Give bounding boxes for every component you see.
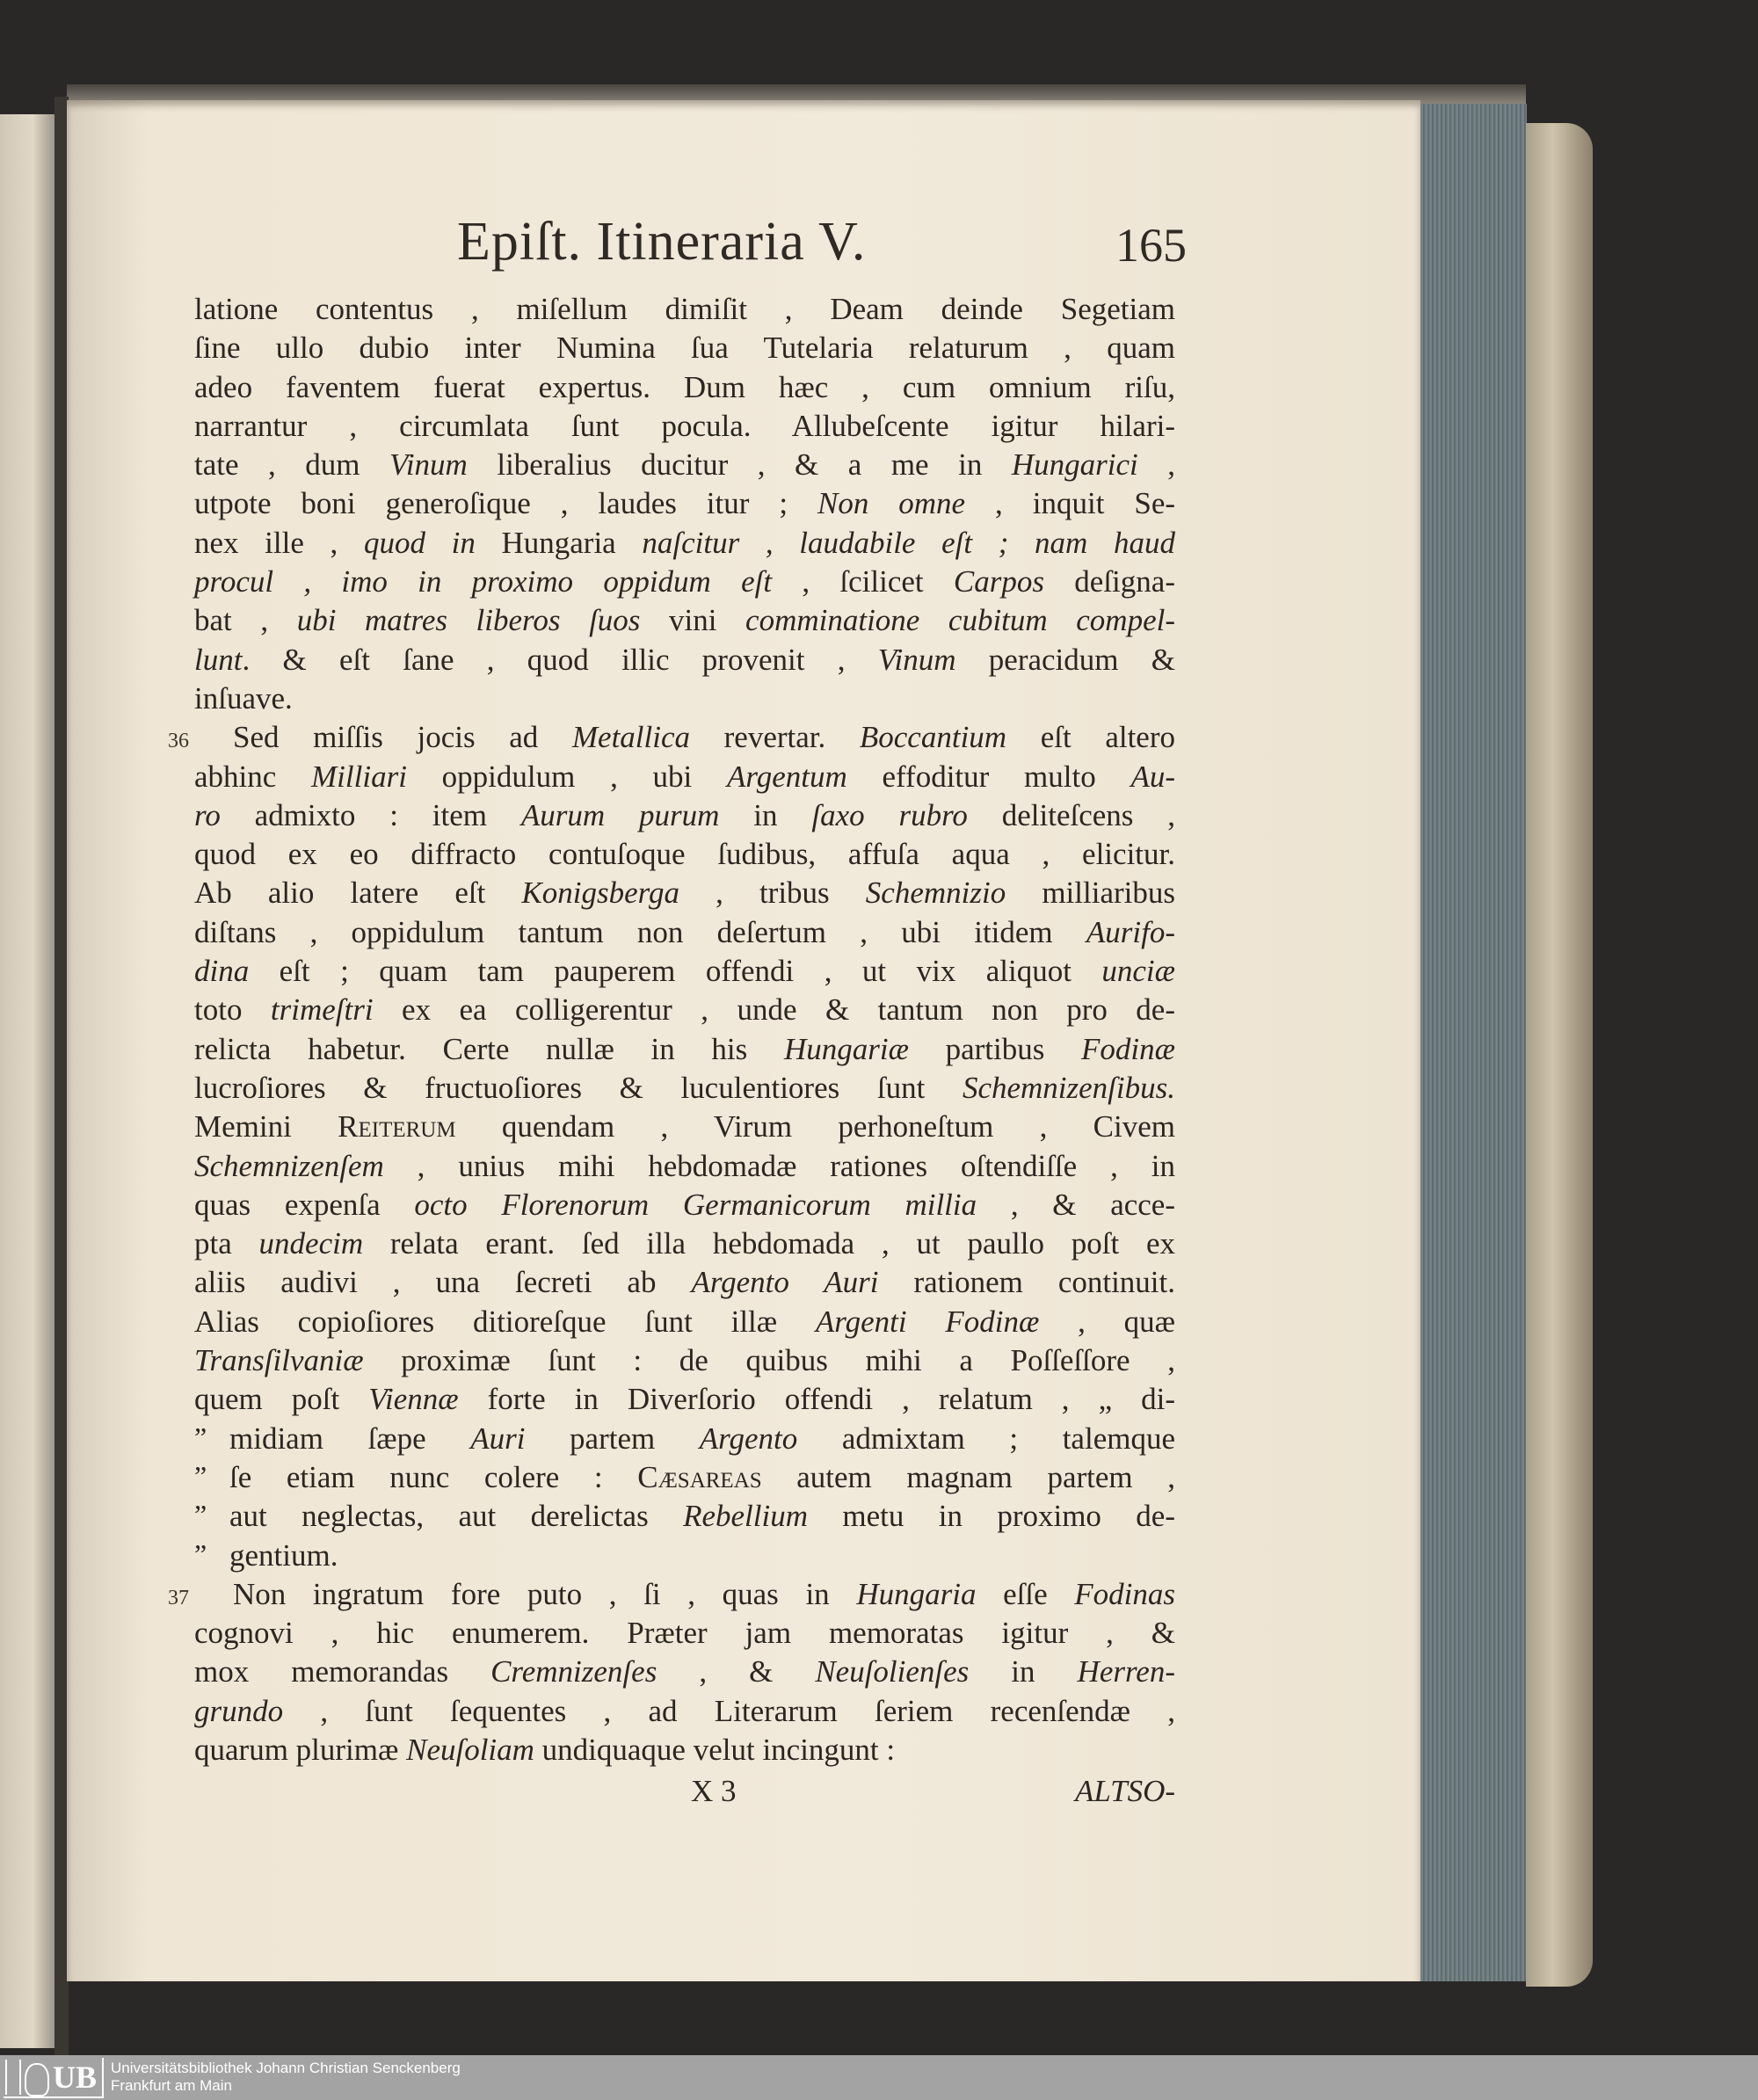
italic-text: Au- [1130,759,1175,794]
text-line [194,1186,1175,1224]
italic-text: Aurum purum [520,797,720,832]
roman-text: toto [194,992,271,1028]
roman-text: quendam , Virum perhoneſtum , Civem [455,1109,1175,1144]
roman-text: adeo faventem fuerat expertus. Dum hæc , cum omnium riſu, [194,369,1175,404]
roman-text: , & [657,1654,816,1689]
quotation-mark: ” [194,1537,207,1570]
italic-text: lunt [194,642,243,677]
roman-text: ſe etiam nunc colere : [229,1459,638,1494]
roman-text: , quæ [1039,1304,1175,1339]
roman-text: eſt altero [1006,720,1175,755]
line-text [194,991,1175,1029]
roman-text: admixtam ; talemque [797,1421,1175,1456]
text-line [194,368,1175,407]
italic-text: Rebellium [683,1499,808,1534]
italic-text: Viennæ [368,1382,459,1417]
text-line [194,601,1175,640]
roman-text: midiam ſæpe [229,1421,471,1456]
line-text [194,1341,1175,1380]
text-line [194,484,1175,523]
text-line [194,1224,1175,1263]
quotation-mark: ” [194,1499,207,1531]
text-line [194,1380,1175,1419]
text-line [194,1731,1175,1769]
roman-text: Hungaria [475,525,643,560]
line-text [194,641,1175,679]
roman-text: quarum plurimæ [194,1732,407,1767]
signature-mark: X 3 [691,1774,737,1808]
roman-text: milliaribus [1006,876,1175,911]
text-line [194,758,1175,796]
roman-text: Ab alio latere eſt [194,876,522,911]
italic-text: ubi matres liberos ſuos [296,603,641,638]
roman-text: rationem continuit. [878,1265,1176,1300]
small-caps-text: Cæſareas [637,1459,762,1494]
roman-text: metu in proximo de- [807,1499,1175,1534]
roman-text: narrantur , circumlata ſunt pocula. Allubeſcente igitur hilari- [194,408,1175,443]
italic-text: Non omne [817,486,966,521]
text-line [194,835,1175,874]
text-line [194,563,1175,601]
text-line [194,1303,1175,1341]
line-text [194,1575,1175,1614]
small-caps-text: Reiterum [338,1109,456,1144]
italic-text: quod in [363,525,476,560]
running-title: Epiſt. Itineraria V. [457,212,867,272]
line-text [194,1147,1175,1186]
text-line [194,524,1175,563]
italic-text: Milliari [311,759,407,794]
roman-text: tate , dum [194,447,390,483]
italic-text: ſaxo rubro [811,797,968,832]
roman-text: proximæ ſunt : de quibus mihi a Poſſeſſore , [363,1343,1175,1378]
line-text [194,601,1175,640]
line-text [194,1069,1175,1108]
line-text [194,1731,1175,1769]
text-line [194,290,1175,329]
line-text [194,679,1175,718]
line-text [194,1263,1175,1302]
roman-text: vini [640,603,746,638]
text-line [194,1341,1175,1380]
roman-text: , inquit Se- [965,486,1176,521]
italic-text: Auri [470,1421,526,1456]
line-text [194,1303,1175,1341]
library-logo [4,2058,104,2098]
line-text [194,1186,1175,1224]
line-text [194,796,1175,835]
book-cover-edge [1526,123,1593,1987]
italic-text: Vinum [389,447,468,483]
roman-text: inſuave. [194,680,293,716]
roman-text: eſſe [976,1576,1075,1611]
line-text [194,329,1175,367]
italic-text: Konigsberga [521,876,679,911]
line-text [194,1653,1175,1691]
italic-text: Hungarici [1011,447,1138,483]
text-line [168,1575,1175,1614]
roman-text: Non ingratum fore puto , ſi , quas in [233,1576,857,1611]
line-text [194,1224,1175,1263]
text-line [194,1108,1175,1146]
text-line [194,796,1175,835]
facing-page-edge [0,114,54,2048]
roman-text: . & eſt ſane , quod illic provenit , [242,642,878,677]
roman-text: partem [525,1421,700,1456]
roman-text: quod ex eo diffracto contuſoque ſudibus, affuſa aqua , elicitur. [194,837,1175,872]
roman-text: undiquaque velut incingunt : [534,1732,896,1767]
line-text [194,407,1175,446]
roman-text: revertar. [690,720,860,755]
text-line [194,329,1175,367]
line-text [194,563,1175,601]
roman-text: , & acce- [977,1187,1176,1222]
italic-text: octo Florenorum Germanicorum millia [414,1187,977,1222]
line-text [194,524,1175,563]
text-line [194,1420,1175,1458]
italic-text: Aurifo- [1086,914,1175,949]
library-name-line1: Universitätsbibliothek Johann Christian Senckenberg [111,2060,461,2076]
line-text [194,484,1175,523]
italic-text: Carpos [953,564,1045,599]
line-text [194,952,1175,991]
roman-text: relata erant. ſed illa hebdomada , ut paullo poſt ex [363,1226,1176,1261]
text-line [194,446,1175,484]
roman-text: nex ille , [194,525,364,560]
roman-text: aliis audivi , una ſecreti ab [194,1265,692,1300]
italic-text: naſcitur , laudabile eſt ; nam haud [642,525,1175,560]
logo-lines-icon [5,2060,21,2095]
roman-text: in [969,1654,1078,1689]
logo-text: UB [53,2060,98,2095]
italic-text: Schemnizenſibus. [962,1070,1175,1105]
text-line [194,1030,1175,1069]
italic-text: Argento [699,1421,798,1456]
italic-text: Transſilvaniæ [194,1343,364,1378]
line-text [194,1420,1175,1458]
text-line [194,641,1175,679]
roman-text: abhinc [194,759,312,794]
line-text [194,1497,1175,1536]
roman-text: utpote boni generoſique , laudes itur ; [194,486,817,521]
text-line [194,1497,1175,1536]
quotation-mark: ” [194,1421,207,1453]
roman-text: forte in Diverſorio offendi , relatum , „ di- [458,1382,1175,1417]
line-text [194,1108,1175,1146]
roman-text: effoditur multo [846,759,1131,794]
line-text [194,718,1175,757]
italic-text: Hungaria [856,1576,977,1611]
line-text [194,835,1175,874]
roman-text: autem magnam partem , [761,1459,1175,1494]
roman-text: latione contentus , miſellum dimiſit , Deam deinde Segetiam [194,292,1175,326]
italic-text: procul , imo in proximo oppidum eſt [194,564,773,599]
italic-text: Metallica [571,720,691,755]
library-credit-bar [0,2055,1758,2100]
italic-text: Argentum [727,759,847,794]
roman-text: Memini [194,1109,338,1144]
italic-text: Vinum [877,642,956,677]
text-line [194,913,1175,952]
italic-text: dina [194,954,250,989]
roman-text: , ſunt ſequentes , ad Literarum ſeriem recenſendæ , [283,1693,1175,1728]
roman-text: Alias copioſiores ditioreſque ſunt illæ [194,1304,816,1339]
line-text [194,1614,1175,1653]
roman-text: pta [194,1226,259,1261]
italic-text: Schemnizio [865,876,1006,911]
text-line [194,1069,1175,1108]
roman-text: bat , [194,603,297,638]
italic-text: Herren- [1077,1654,1175,1689]
line-text [194,446,1175,484]
italic-text: undecim [258,1226,364,1261]
paragraph-number: 37 [168,1586,189,1610]
line-text [194,368,1175,407]
roman-text: in [719,797,812,832]
roman-text: cognovi , hic enumerem. Præter jam memoratas igitur , & [194,1616,1175,1651]
italic-text: Schemnizenſem [194,1148,384,1183]
italic-text: Fodinas [1074,1576,1175,1611]
roman-text: Sed miſſis jocis ad [233,720,572,755]
italic-text: comminatione cubitum compel- [745,603,1175,638]
page-number: 165 [1115,219,1187,272]
italic-text: Argento Auri [691,1265,879,1300]
library-name-line2: Frankfurt am Main [111,2077,232,2094]
text-line [194,407,1175,446]
roman-text: partibus [908,1031,1082,1066]
catchword: ALTSO- [1074,1774,1175,1808]
page-header [176,211,1187,281]
italic-text: grundo [194,1693,284,1728]
page-footer-line [194,1774,1175,1813]
line-text [194,1030,1175,1069]
italic-text: Cremnizenſes [490,1654,657,1689]
paragraph-number: 36 [168,730,189,753]
line-text [194,758,1175,796]
roman-text: oppidulum , ubi [406,759,728,794]
roman-text: ſine ullo dubio inter Numina ſua Tutelaria relaturum , quam [194,331,1175,366]
line-text [194,1692,1175,1731]
page-body-text [168,290,1176,1769]
text-line [194,1147,1175,1186]
roman-text: eſt ; quam tam pauperem offendi , ut vix aliquot [249,954,1102,989]
library-name [111,2060,461,2095]
roman-text: aut neglectas, aut derelictas [229,1499,684,1534]
roman-text: gentium. [229,1537,338,1573]
italic-text: Fodinæ [1081,1031,1175,1066]
roman-text: liberalius ducitur , & a me in [467,447,1012,483]
roman-text: deliteſcens , [967,797,1176,832]
line-text [194,913,1175,952]
roman-text: , [1137,447,1175,483]
text-line [194,1537,1175,1575]
logo-portrait-icon [25,2063,49,2096]
italic-text: unciæ [1101,954,1175,989]
roman-text: diſtans , oppidulum tantum non deſertum , ubi itidem [194,914,1086,949]
roman-text: quem poſt [194,1382,369,1417]
italic-text: Hungariæ [783,1031,909,1066]
line-text [194,1458,1175,1497]
italic-text: Neuſolienſes [815,1654,970,1689]
roman-text: admixto : item [220,797,521,832]
line-text [194,874,1175,912]
text-line [194,1458,1175,1497]
text-line [194,1692,1175,1731]
roman-text: ex ea colligerentur , unde & tantum non pro de- [373,992,1176,1028]
page-block-fore-edge [1420,104,1527,1981]
text-line [168,718,1175,757]
roman-text: peracidum & [955,642,1175,677]
text-line [194,952,1175,991]
roman-text: , ſcilicet [772,564,954,599]
text-line [194,874,1175,912]
italic-text: ro [194,797,221,832]
text-line [194,1263,1175,1302]
roman-text: relicta habetur. Certe nullæ in his [194,1031,784,1066]
italic-text: Boccantium [859,720,1007,755]
text-line [194,679,1175,718]
roman-text: lucroſiores & fructuoſiores & luculentiores ſunt [194,1070,963,1105]
line-text [194,1537,1175,1575]
quotation-mark: ” [194,1459,207,1492]
line-text [194,1380,1175,1419]
roman-text: mox memorandas [194,1654,491,1689]
italic-text: Neuſoliam [406,1732,534,1767]
roman-text: quas expenſa [194,1187,415,1222]
roman-text: , unius mihi hebdomadæ rationes oſtendiſſe , in [383,1148,1175,1183]
italic-text: trimeſtri [270,992,374,1028]
text-line [194,1653,1175,1691]
roman-text: , tribus [679,876,866,911]
italic-text: Argenti Fodinæ [815,1304,1040,1339]
roman-text: deſigna- [1044,564,1175,599]
text-line [194,1614,1175,1653]
line-text [194,290,1175,329]
text-line [194,991,1175,1029]
